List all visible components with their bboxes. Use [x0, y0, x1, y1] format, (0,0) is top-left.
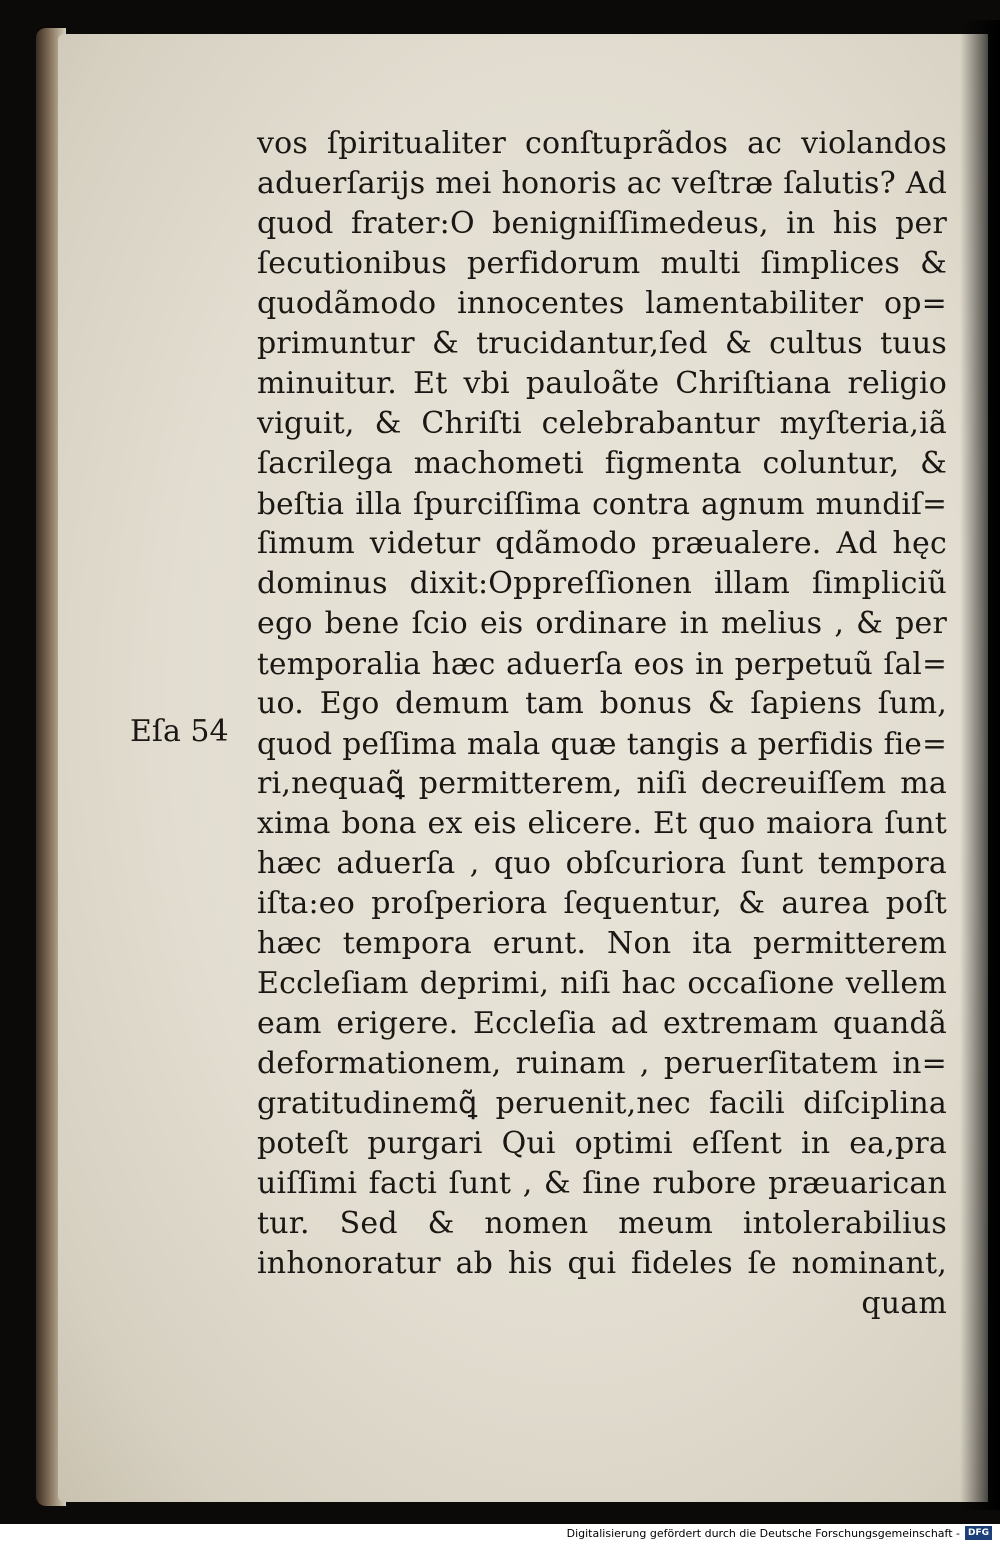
- text-line: vos ſpiritualiter conſtuprãdos ac violandos: [257, 126, 947, 161]
- text-line: deformationem, ruinam , peruerſitatem in=: [257, 1046, 947, 1081]
- text-line: ſacrilega machometi figmenta coluntur, &: [257, 446, 947, 481]
- gutter-shadow: [960, 20, 1000, 1510]
- text-line: dominus dixit:Oppreſſionen illam ſimpliciũ: [257, 566, 947, 601]
- text-line: ego bene ſcio eis ordinare in melius , & per: [257, 606, 947, 641]
- catchword: quam: [861, 1286, 947, 1321]
- text-line: hæc tempora erunt. Non ita permitterem: [257, 926, 947, 961]
- text-line: eam erigere. Eccleſia ad extremam quandã: [257, 1006, 947, 1041]
- text-line: viguit, & Chriſti celebrabantur myſteria,iã: [257, 406, 947, 441]
- text-line: ſecutionibus perfidorum multi ſimplices &: [257, 246, 947, 281]
- text-line: beſtia illa ſpurciſſima contra agnum mundiſ=: [257, 487, 947, 521]
- dfg-logo-icon: DFG: [965, 1526, 992, 1540]
- text-line: iſta:eo proſperiora ſequentur, & aurea poſt: [257, 886, 947, 921]
- text-line: gratitudinemꝗ̃ peruenit,nec facili diſciplina: [257, 1086, 947, 1121]
- text-line: quod peſſima mala quæ tangis a perfidis fie=: [257, 727, 947, 761]
- text-line: temporalia hæc aduerſa eos in perpetuũ ſal=: [257, 647, 947, 681]
- text-line: xima bona ex eis elicere. Et quo maiora ſunt: [257, 806, 947, 841]
- text-line: uiſſimi facti ſunt , & ſine rubore præuarican: [257, 1166, 947, 1201]
- text-line: ſimum videtur qdãmodo præualere. Ad hęc: [257, 526, 947, 561]
- text-line: inhonoratur ab his qui fideles ſe nominant,: [257, 1246, 947, 1281]
- footer-credit: Digitalisierung gefördert durch die Deutsche Forschungsgemeinschaft -: [566, 1527, 960, 1540]
- text-line: uo. Ego demum tam bonus & ſapiens ſum,: [257, 686, 947, 721]
- text-line: ri,nequaꝗ̃ permitterem, niſi decreuiſſem ma: [257, 766, 947, 801]
- text-line: quod frater:O benigniſſimedeus, in his per: [257, 206, 947, 241]
- text-line: aduerſarijs mei honoris ac veſtræ ſalutis? Ad: [257, 166, 947, 201]
- text-line: hæc aduerſa , quo obſcuriora ſunt tempora: [257, 846, 947, 881]
- text-line: quodãmodo innocentes lamentabiliter op=: [257, 286, 947, 321]
- text-line: Eccleſiam deprimi, niſi hac occaſione vellem: [257, 966, 947, 1001]
- marginal-note: Eſa 54: [130, 714, 229, 749]
- text-line: tur. Sed & nomen meum intolerabilius: [257, 1206, 947, 1241]
- text-line: minuitur. Et vbi pauloãte Chriſtiana religio: [257, 366, 947, 401]
- text-line: poteſt purgari Qui optimi eſſent in ea,pra: [257, 1126, 947, 1161]
- text-line: primuntur & trucidantur,ſed & cultus tuus: [257, 326, 947, 361]
